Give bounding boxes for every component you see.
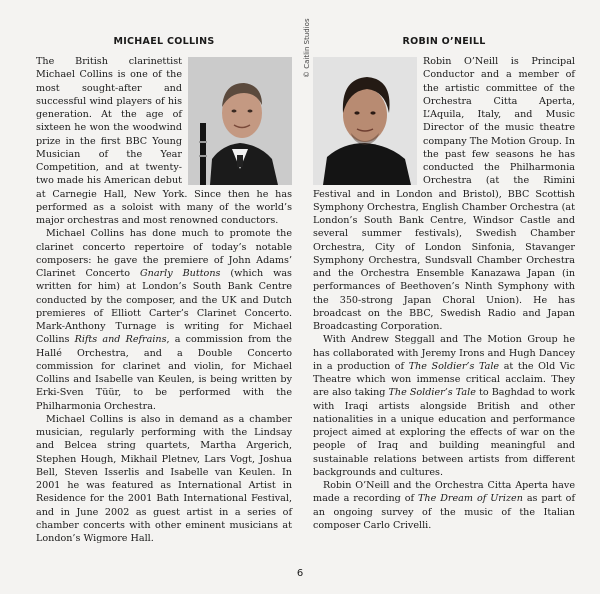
heading-michael-collins: MICHAEL COLLINS [113,36,215,47]
paragraph-1: The British clarinettist Michael Collins is one of the most sought-after and successful wind players of his generation. At the age of sixteen he won the woodwind prize in the first BBC Young Musician of the Year Competition, and at twenty-two made his American debut at Carnegie Hall, New York. Since then he has performed as a soloist with many of the world’s major orchestras and most renowned conductors. [36,56,292,226]
portrait-michael-collins-image [188,57,292,185]
photo-robin-oneill [313,57,417,185]
photo-credit: © Caitlin Studios [303,18,311,78]
column-robin-oneill [313,36,575,532]
page-number: 6 [296,568,304,579]
work-title: The Soldier’s Tale [388,387,476,399]
paragraph-3: Michael Collins is also in demand as a chamber musician, regularly performing with the Lindsay and Belcea string quartets, Martha Argerich, Stephen Hough, Mikhail Pletnev, Lars Vogt, Joshua Bell, Steven Isserlis and Isabelle van Keulen. In 2001 he was featured as International Artist in Residence for the 2001 Bath International Festival, and in June 2002 as guest artist in a series of chamber concerts with other eminent musicians at London’s Wigmore Hall. [36,413,292,544]
paragraph-2: With Andrew Steggall and The Motion Group he has collaborated with Jeremy Irons and Hugh Dancey in a production of The Soldier’s Tale at the Old Vic Theatre which won immense critical acclaim. They are also taking The Soldier’s Tale to Baghdad to work with Iraqi artists alongside British and other nationalities in a unique education and performance project aimed at exploring the effects of war on the people of Iraq and building meaningful and sustainable relations between artists from different backgrounds and cultures. [313,334,575,478]
column-michael-collins [36,36,292,545]
heading-robin-oneill: ROBIN O’NEILL [402,36,486,47]
bio-robin-oneill [313,55,575,532]
work-title: Rifts and Refrains [74,334,167,346]
work-title: Gnarly Buttons [140,268,221,279]
portrait-robin-oneill-image [313,57,417,185]
work-title: The Dream of Urizen [418,493,523,505]
bio-michael-collins [36,55,292,545]
photo-michael-collins [188,57,292,185]
paragraph-1: Robin O’Neill is Principal Conductor and a member of the artistic committee of the Orchestra Citta Aperta, L’Aquila, Italy, and Music Director of the music theatre company The Motion Group. In the past few seasons he has conducted the Philharmonia Orchestra (at the Rimini Festival and in London and Bristol), BBC Scottish Symphony Orchestra, English Chamber Orchestra (at London’s South Bank Centre, Windsor Castle and several summer festivals), Swedish Chamber Orchestra, City of London Sinfonia, Stavanger Symphony Orchestra, Sundsvall Chamber Orchestra and the Orchestra Ensemble Kanazawa Japan (in performances of Beethoven’s Ninth Symphony with the 350-strong Japan Choral Union). He has broadcast on the BBC, Swedish Radio and Japan Broadcasting Corporation. [313,56,576,332]
work-title: The Soldier’s Tale [408,360,500,372]
paragraph-3: Robin O’Neill and the Orchestra Citta Aperta have made a recording of The Dream of Urizen as part of an ongoing survey of the music of the Italian composer Carlo Crivelli. [313,480,575,531]
paragraph-2: Michael Collins has done much to promote the clarinet concerto repertoire of today’s notable composers: he gave the premiere of John Adams’ Clarinet Concerto Gnarly Buttons (which was written for him) at London’s South Bank Centre conducted by the composer, and the UK and Dutch premieres of Elliott Carter’s Clarinet Concerto. Mark-Anthony Turnage is writing for Michael Collins Rifts and Refrains, a commission from the Hallé Orchestra, and a Double Concerto commission for clarinet and violin, for Michael Collins and Isabelle van Keulen, is being written by Erki-Sven Tüür, to be performed with the Philharmonia Orchestra. [36,228,292,412]
